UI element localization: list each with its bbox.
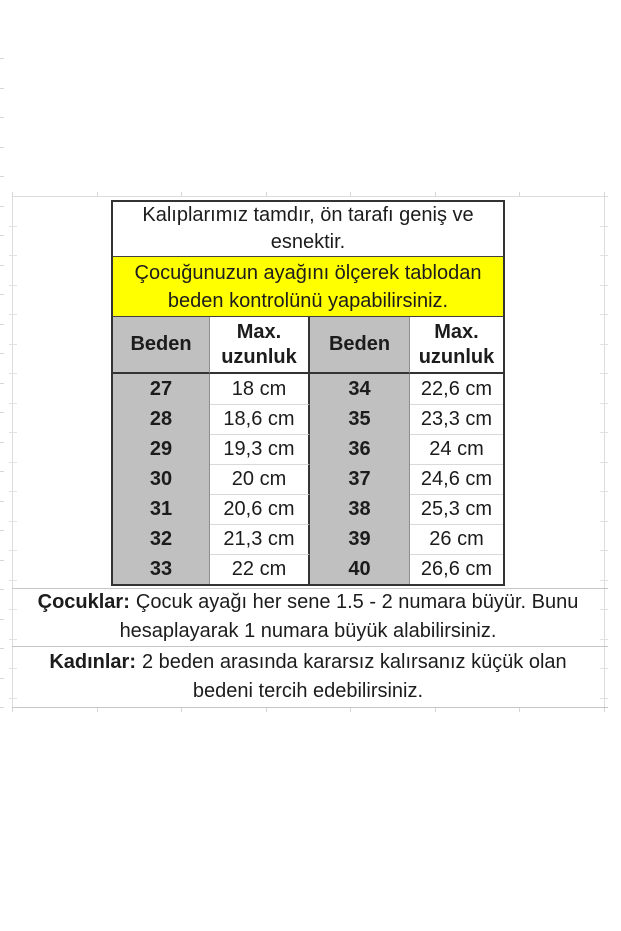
- size-cell: 30: [113, 464, 210, 494]
- length-cell: 20 cm: [210, 464, 310, 494]
- column-header: Beden: [113, 317, 210, 374]
- length-cell: 18 cm: [210, 374, 310, 404]
- measure-instruction-text: Çocuğunuzun ayağını ölçerek tablodan beden kontrolünü yapabilirsiniz.: [113, 257, 503, 317]
- size-cell: 32: [113, 524, 210, 554]
- note-women: [12, 646, 604, 707]
- size-cell: 28: [113, 404, 210, 434]
- size-cell: 33: [113, 554, 210, 584]
- size-cell: 40: [310, 554, 410, 584]
- length-cell: 23,3 cm: [410, 404, 503, 434]
- size-cell: 37: [310, 464, 410, 494]
- fit-note-text: Kalıplarımız tamdır, ön tarafı geniş ve esnektir.: [113, 202, 503, 257]
- length-cell: 19,3 cm: [210, 434, 310, 464]
- length-cell: 22,6 cm: [410, 374, 503, 404]
- length-cell: 18,6 cm: [210, 404, 310, 434]
- size-cell: 36: [310, 434, 410, 464]
- size-cell: 38: [310, 494, 410, 524]
- length-cell: 24 cm: [410, 434, 503, 464]
- length-cell: 25,3 cm: [410, 494, 503, 524]
- length-cell: 22 cm: [210, 554, 310, 584]
- size-cell: 35: [310, 404, 410, 434]
- size-cell: 27: [113, 374, 210, 404]
- note-women-label: Kadınlar:: [49, 650, 136, 673]
- size-grid: [113, 317, 503, 584]
- size-cell: 31: [113, 494, 210, 524]
- note-children-text: Çocuklar: Çocuk ayağı her sene 1.5 - 2 numara büyür. Bunu hesaplayarak 1 numara büyük alabilirsiniz.: [37, 591, 579, 642]
- length-cell: 20,6 cm: [210, 494, 310, 524]
- size-table: [111, 200, 505, 586]
- note-children: [12, 588, 604, 646]
- size-cell: 34: [310, 374, 410, 404]
- column-header: Max. uzunluk: [210, 317, 310, 374]
- size-cell: 29: [113, 434, 210, 464]
- length-cell: 21,3 cm: [210, 524, 310, 554]
- length-cell: 24,6 cm: [410, 464, 503, 494]
- length-cell: 26 cm: [410, 524, 503, 554]
- column-header: Beden: [310, 317, 410, 374]
- note-children-label: Çocuklar:: [37, 591, 130, 613]
- length-cell: 26,6 cm: [410, 554, 503, 584]
- size-cell: 39: [310, 524, 410, 554]
- note-women-text: Kadınlar: 2 beden arasında kararsız kalırsanız küçük olan bedeni tercih edebilirsiniz.: [49, 650, 567, 702]
- column-header: Max. uzunluk: [410, 317, 503, 374]
